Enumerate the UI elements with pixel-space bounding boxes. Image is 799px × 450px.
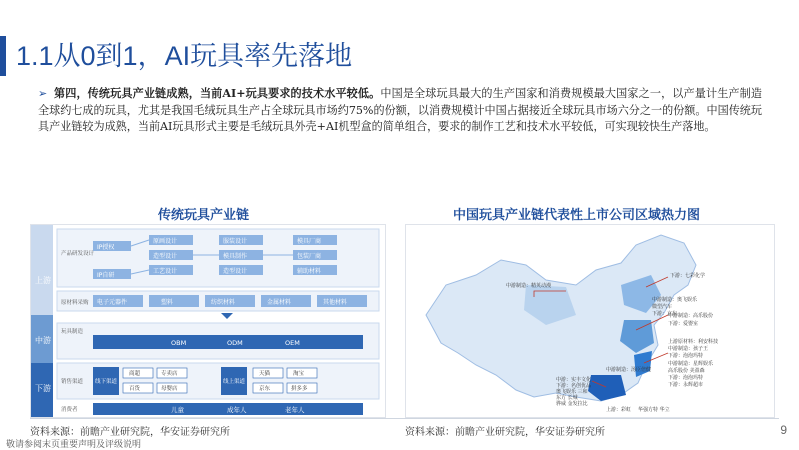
material-text-4: 金属材料 [267,299,292,306]
figure2-source: 资料来源：前瞻产业研究院，华安证券研究所 [405,427,605,438]
label-4: 微型汽车 [652,304,673,310]
label-3: 中游制造：奥飞娱乐 [652,297,698,303]
online-text-2: 淘宝 [293,371,305,377]
offline-text-4: 母婴店 [161,386,178,392]
online-label: 线上渠道 [223,379,246,385]
consumer-2: 成年人 [227,406,247,414]
online-text-1: 天猫 [259,371,271,377]
offline-text-2: 专卖店 [161,371,178,377]
label-16: 奥飞娱乐 三和 [556,389,588,395]
stage-downstream: 下游 [35,384,51,393]
label-12: 高乐股份 美盈森 [668,368,705,374]
rd-label: 产品研发设计 [61,251,95,257]
body-paragraph [38,86,762,136]
offline-label: 线下渠道 [95,379,118,385]
vendor-text-2: 包装厂商 [297,253,322,260]
heat-region-zhejiang [634,351,652,377]
figure1-source: 资料来源：前瞻产业研究院，华安证券研究所 [30,427,230,438]
label-21: 上游：彩虹 [606,407,632,413]
arrow-down-icon [221,313,233,319]
page-number: 9 [780,423,787,437]
offline-text-3: 百货 [129,386,141,392]
label-15: 下游：名创优品 [556,383,592,389]
consumer-3: 老年人 [285,406,305,414]
label-10: 下游：泡泡玛特 [668,353,704,359]
heatmap-svg [406,225,774,417]
label-11: 中游制造：星辉娱乐 [668,361,714,367]
online-text-3: 京东 [259,386,271,392]
mode-odm: ODM [227,339,243,347]
consumer-label: 消费者 [61,407,78,413]
material-text-3: 纺织材料 [211,299,236,306]
manufacturing-label: 玩具制造 [61,329,84,335]
label-6: 中游制造：高乐股份 [668,313,714,319]
disclaimer: 敬请参阅末页重要声明及评级说明 [6,440,142,450]
mode-obm: OBM [171,339,187,347]
mode-oem: OEM [285,339,300,347]
title-accent-bar [0,36,6,76]
stage-midstream: 中游 [35,336,51,345]
design-text-1: 原画设计 [153,238,178,245]
material-text-5: 其他材料 [323,299,348,306]
label-9: 中游制造：孩子王 [668,346,709,352]
label-2: 下游：七彩化学 [670,273,706,279]
page-title: 1.1从0到1，AI玩具率先落地 [16,41,353,71]
offline-text-1: 商超 [129,371,141,377]
label-22: 华强方特 华立 [638,407,670,413]
label-1: 中游制造：精英动漫 [506,283,552,289]
industry-chain-svg [31,225,385,417]
make-text-1: 服装设计 [223,238,248,245]
vendor-text-3: 辅助材料 [297,268,322,275]
industry-chain-diagram [30,224,386,418]
make-text-3: 造型设计 [223,268,248,275]
bullet-arrow-icon: ➢ [38,87,48,100]
materials-label: 原材料采购 [61,300,89,306]
region-heatmap [405,224,775,418]
ip-self-text: IP自研 [97,272,115,279]
make-text-2: 模具制作 [223,253,248,260]
ip-license-text: IP授权 [97,244,115,251]
label-14: 中游：实丰文化 [556,377,592,383]
label-7: 下游：爱婴室 [668,321,699,327]
channel-label: 销售渠道 [61,379,84,385]
label-20: 中游制造：汤臣倍健 [606,367,652,373]
vendor-text-1: 模具厂商 [297,238,322,245]
body-text: 中国是全球玩具最大的生产国家和消费规模最大国家之一，以产量计生产制造全球约七成的玩具，尤其是我国毛绒玩具生产占全球玩具市场约75%的份额，以消费规模计中国占据接近全球玩具市场六分之一的份额。中国传统玩具产业链较为成熟，当前AI玩具形式主要是毛绒玩具外壳+AI机型盒的简单组合，要求的制作工艺和技术水平较低，可实现较快生产落地。 [38,87,762,133]
consumer-1: 儿童 [171,406,184,414]
material-text-2: 塑料 [161,299,174,306]
figure2-title: 中国玩具产业链代表性上市公司区域热力图 [453,208,701,223]
footer-rule [30,418,779,419]
material-text-1: 电子元器件 [97,299,128,306]
body-lead: 第四，传统玩具产业链成熟，当前AI+玩具要求的技术水平较低。 [54,87,381,100]
label-5: 下游：京东 [652,311,678,317]
stage-upstream: 上游 [35,276,51,285]
label-17: 东方 长城 [556,395,578,401]
label-8: 上游原材料：利安科技 [668,339,719,345]
figure1-title: 传统玩具产业链 [158,208,250,223]
material-box-2 [149,295,199,307]
online-text-4: 拼多多 [291,386,308,392]
design-text-3: 工艺设计 [153,268,178,275]
label-18: 骅威 金发拉比 [556,401,588,407]
design-text-2: 造型设计 [153,253,178,260]
stage-upstream-bg [31,225,53,315]
label-13: 下游：泡泡玛特 [668,375,704,381]
label-19: 下游：永辉超市 [668,382,704,388]
